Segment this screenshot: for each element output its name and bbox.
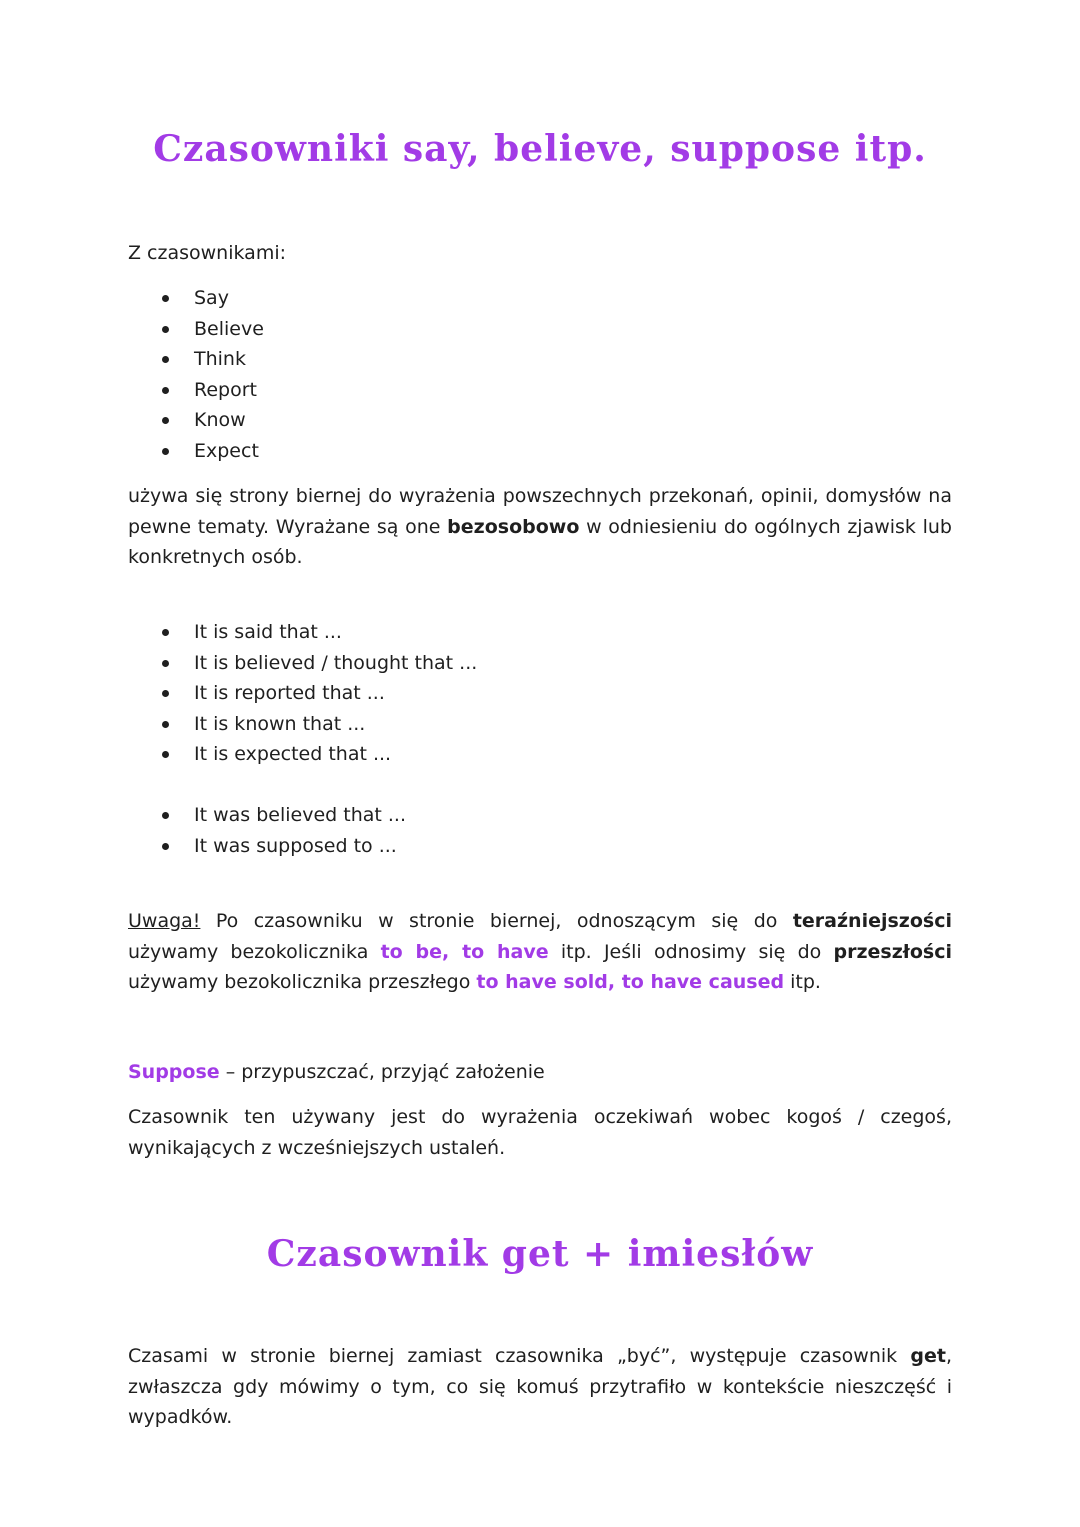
section-title-say-believe: Czasowniki say, believe, suppose itp.	[153, 128, 927, 170]
bold-term: get	[910, 1345, 946, 1367]
text-run: itp. Jeśli odnosimy się do	[548, 940, 834, 963]
intro-text: Z czasownikami:	[128, 242, 287, 264]
list-item: It was believed that ...	[128, 800, 406, 831]
past-phrases-list	[128, 800, 406, 861]
note-label: Uwaga!	[128, 910, 201, 932]
list-item: It is said that ...	[128, 617, 477, 648]
suppose-definition	[128, 1057, 952, 1088]
get-explanation-paragraph	[128, 1341, 952, 1433]
text-run: używamy bezokolicznika przeszłego	[128, 971, 477, 993]
text-run: w odniesieniu do ogólnych zjawisk lub konkretnych osób.	[128, 515, 952, 568]
text-run: używamy bezokolicznika	[128, 940, 381, 963]
text-run: Po czasowniku w stronie biernej, odnoszącym się do	[200, 910, 793, 932]
list-item: It is believed / thought that ...	[128, 648, 477, 679]
text-run: – przypuszczać, przyjąć założenie	[219, 1061, 545, 1083]
highlight-term: to have sold, to have caused	[476, 971, 785, 993]
list-item: Know	[128, 405, 264, 436]
list-item: Report	[128, 375, 264, 406]
highlight-term: Suppose	[128, 1061, 220, 1083]
list-item: Expect	[128, 436, 264, 467]
bold-term: bezosobowo	[447, 515, 580, 538]
present-phrases-list	[128, 617, 477, 770]
text-run: , zwłaszcza gdy mówimy o tym, co się komuś przytrafiło w kontekście nieszczęść i wypadków.	[128, 1345, 952, 1428]
bold-term: teraźniejszości	[792, 910, 952, 932]
section-title-get: Czasownik get + imiesłów	[266, 1233, 814, 1275]
note-paragraph	[128, 906, 952, 998]
passive-explanation-paragraph	[128, 481, 952, 573]
text-run: Czasami w stronie biernej zamiast czasownika „być”, występuje czasownik	[128, 1345, 911, 1367]
list-item: It is reported that ...	[128, 678, 477, 709]
list-item: It was supposed to ...	[128, 831, 406, 862]
suppose-explanation: Czasownik ten używany jest do wyrażenia oczekiwań wobec kogoś / czegoś, wynikających z wcześniejszych ustaleń.	[128, 1106, 952, 1159]
verb-list	[128, 283, 264, 466]
text-run: używa się strony biernej do wyrażenia powszechnych przekonań, opinii, domysłów na pewne tematy. Wyrażane są one	[128, 485, 952, 538]
list-item: Say	[128, 283, 264, 314]
highlight-term: to be, to have	[380, 940, 549, 963]
list-item: Think	[128, 344, 264, 375]
list-item: Believe	[128, 314, 264, 345]
list-item: It is expected that ...	[128, 739, 477, 770]
text-run: itp.	[784, 971, 821, 993]
bold-term: przeszłości	[833, 940, 952, 963]
list-item: It is known that ...	[128, 709, 477, 740]
